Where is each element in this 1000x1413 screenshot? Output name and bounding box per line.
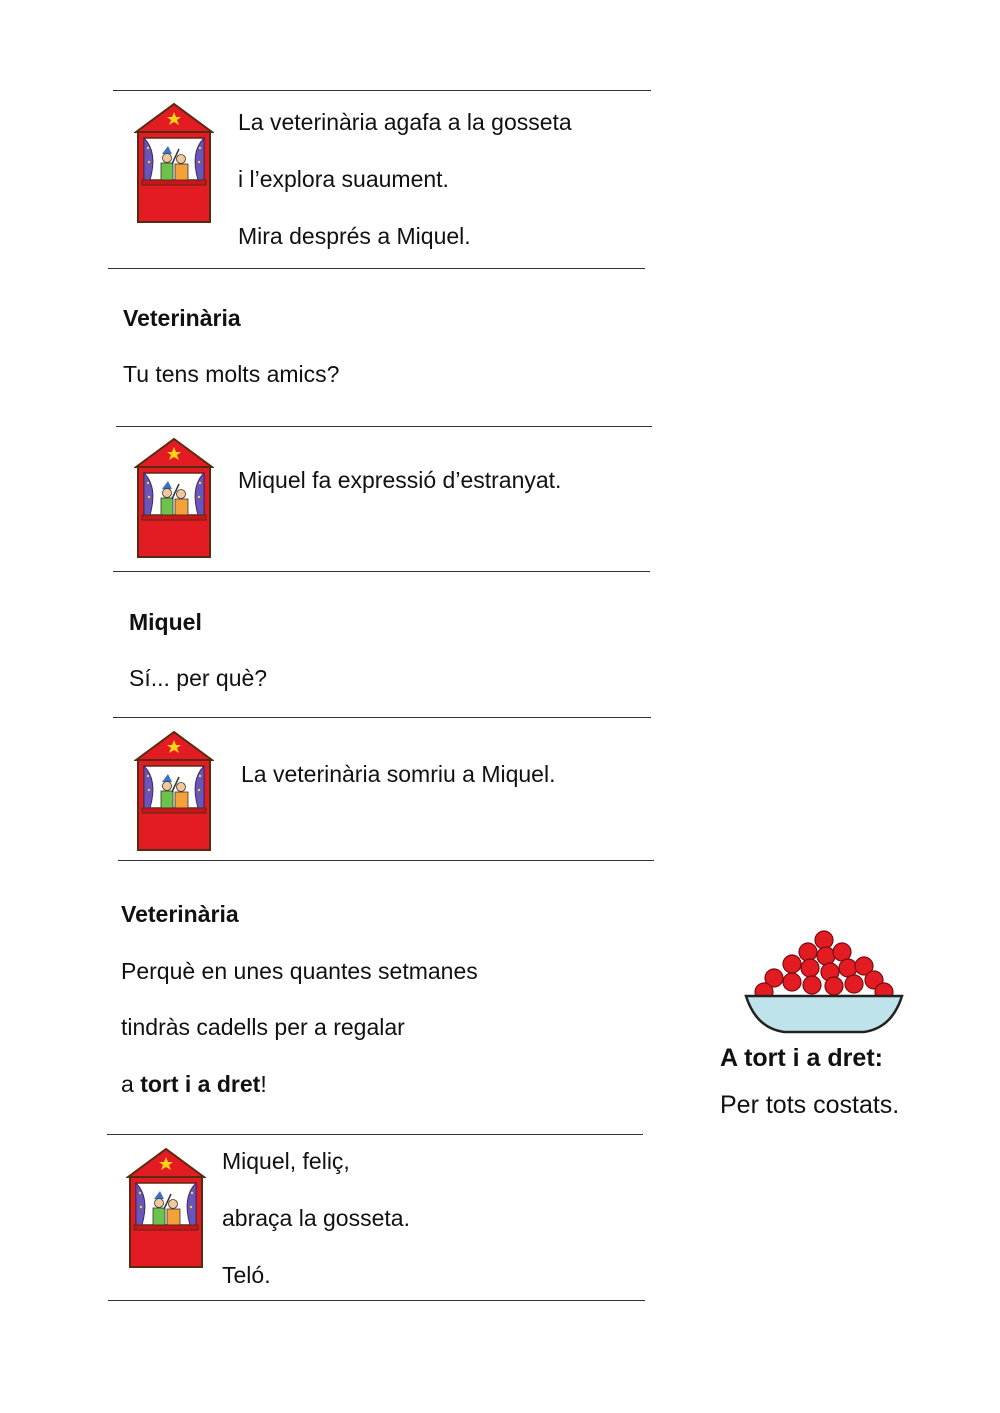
puppet-theatre-icon xyxy=(126,1147,206,1269)
puppet-theatre-icon xyxy=(134,437,214,559)
divider xyxy=(118,860,654,861)
dialog-line xyxy=(121,1070,267,1098)
speaker-name: Miquel xyxy=(129,609,202,635)
divider xyxy=(107,1134,643,1135)
divider xyxy=(113,90,651,91)
dialog-line: Sí... per què? xyxy=(129,665,268,691)
puppet-theatre-icon xyxy=(134,102,214,224)
divider xyxy=(108,268,645,269)
bowl-of-balls-icon xyxy=(742,928,906,1038)
speaker-name: Veterinària xyxy=(123,305,241,331)
stage-direction-line: Teló. xyxy=(222,1262,271,1288)
stage-direction-line: i l’explora suaument. xyxy=(238,166,449,192)
stage-direction-line: Miquel, feliç, xyxy=(222,1148,350,1174)
dialog-line-prefix: a xyxy=(121,1071,141,1097)
stage-direction-line: La veterinària agafa a la gosseta xyxy=(238,109,572,135)
puppet-theatre-icon xyxy=(134,730,214,852)
speaker-name: Veterinària xyxy=(121,901,239,927)
divider xyxy=(108,1300,645,1301)
dialog-line-suffix: ! xyxy=(260,1071,267,1097)
glossary-term: A tort i a dret: xyxy=(720,1044,883,1072)
divider xyxy=(116,426,652,427)
idiom-highlight: tort i a dret xyxy=(140,1071,261,1097)
stage-direction-line: La veterinària somriu a Miquel. xyxy=(241,761,556,787)
glossary-definition: Per tots costats. xyxy=(720,1091,900,1119)
divider xyxy=(113,571,650,572)
stage-direction-line: Mira després a Miquel. xyxy=(238,223,471,249)
dialog-line: Tu tens molts amics? xyxy=(123,361,340,387)
dialog-line: tindràs cadells per a regalar xyxy=(121,1014,405,1040)
dialog-line: Perquè en unes quantes setmanes xyxy=(121,958,478,984)
stage-direction-line: abraça la gosseta. xyxy=(222,1205,410,1231)
stage-direction-line: Miquel fa expressió d’estranyat. xyxy=(238,467,562,493)
divider xyxy=(113,717,651,718)
